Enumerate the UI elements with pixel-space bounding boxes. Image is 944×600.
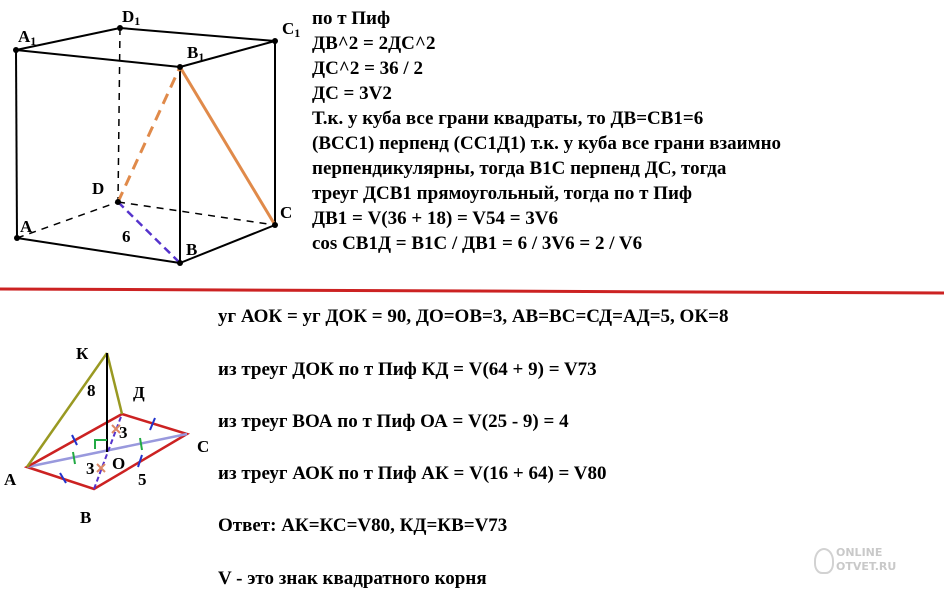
cube-segment-b1-c: [180, 67, 275, 225]
label-b1: B1: [187, 43, 205, 64]
label-ko-8: 8: [87, 381, 96, 400]
label-k: К: [76, 344, 89, 363]
cube-solution-line: ДС^2 = 36 / 2: [312, 58, 423, 79]
tick-ao: [73, 452, 75, 464]
right-angle-mark: [95, 440, 107, 449]
tick-oc: [140, 438, 142, 450]
pyramid-figure: [27, 353, 187, 489]
label-a1: A1: [18, 27, 37, 48]
label-c1: C1: [282, 19, 301, 40]
label-edge-6: 6: [122, 227, 131, 246]
label-d: D: [92, 179, 105, 198]
pyramid-solution-line: уг АОК = уг ДОК = 90, ДО=ОВ=3, АВ=ВС=СД=АД=5, ОК=8: [218, 306, 729, 327]
label-pyr-c: С: [197, 437, 210, 456]
pyramid-edge-k-a: [27, 353, 107, 467]
pyramid-solution-line: V - это знак квадратного корня: [218, 568, 487, 589]
cube-edge-a-a1: [16, 50, 17, 238]
cube-solution-line: ДВ^2 = 2ДС^2: [312, 33, 436, 54]
label-do-3: 3: [119, 423, 128, 442]
cube-edge-d-d1-hidden: [118, 28, 120, 202]
label-b: B: [186, 240, 198, 259]
separator-line: [0, 289, 944, 293]
cube-edge-a1-b1: [16, 50, 180, 67]
label-pyr-d: Д: [133, 383, 145, 402]
pyramid-solution-line: из треуг ВОА по т Пиф ОА = V(25 - 9) = 4: [218, 411, 569, 432]
cube-solution-line: по т Пиф: [312, 8, 391, 29]
label-pyr-o: О: [112, 454, 126, 473]
cube-edge-d-c-hidden: [118, 202, 275, 225]
label-a: A: [20, 217, 33, 236]
label-ob-3: 3: [86, 459, 95, 478]
pyramid-solution-line: Ответ: АК=КС=V80, КД=КВ=V73: [218, 515, 508, 536]
lightbulb-icon: [814, 548, 834, 574]
pyramid-solution-line: из треуг АОК по т Пиф АК = V(16 + 64) = V80: [218, 463, 607, 484]
cube-edge-a-b: [17, 238, 180, 263]
label-bc-5: 5: [138, 470, 147, 489]
cube-solution-line: ДВ1 = V(36 + 18) = V54 = 3V6: [312, 208, 559, 229]
watermark-line1: ONLINE: [836, 546, 883, 559]
label-d1: D1: [122, 7, 141, 28]
cube-solution-line: Т.к. у куба все грани квадраты, то ДВ=СВ1=6: [312, 108, 704, 129]
label-c: C: [280, 203, 293, 222]
pyramid-solution-line: из треуг ДОК по т Пиф КД = V(64 + 9) = V73: [218, 359, 597, 380]
watermark-line2: OTVET.RU: [836, 560, 897, 573]
watermark-logo: [836, 546, 896, 574]
cube-segment-d-b1: [118, 67, 180, 202]
cube-edge-d1-c1: [120, 28, 275, 41]
pyramid-edge-k-d: [107, 353, 122, 414]
cube-solution-text: [312, 6, 781, 256]
cube-solution-line: ДС = 3V2: [312, 83, 392, 104]
label-pyr-a: А: [4, 470, 17, 489]
cube-solution-line: cos СВ1Д = В1С / ДВ1 = 6 / 3V6 = 2 / V6: [312, 233, 643, 254]
cube-solution-line: перпендикулярны, тогда В1С перпенд ДС, тогда: [312, 158, 727, 179]
cube-solution-line: треуг ДСВ1 прямоугольный, тогда по т Пиф: [312, 183, 693, 204]
cube-solution-line: (ВСС1) перпенд (СС1Д1) т.к. у куба все грани взаимно: [312, 133, 782, 154]
label-pyr-b: В: [80, 508, 92, 527]
